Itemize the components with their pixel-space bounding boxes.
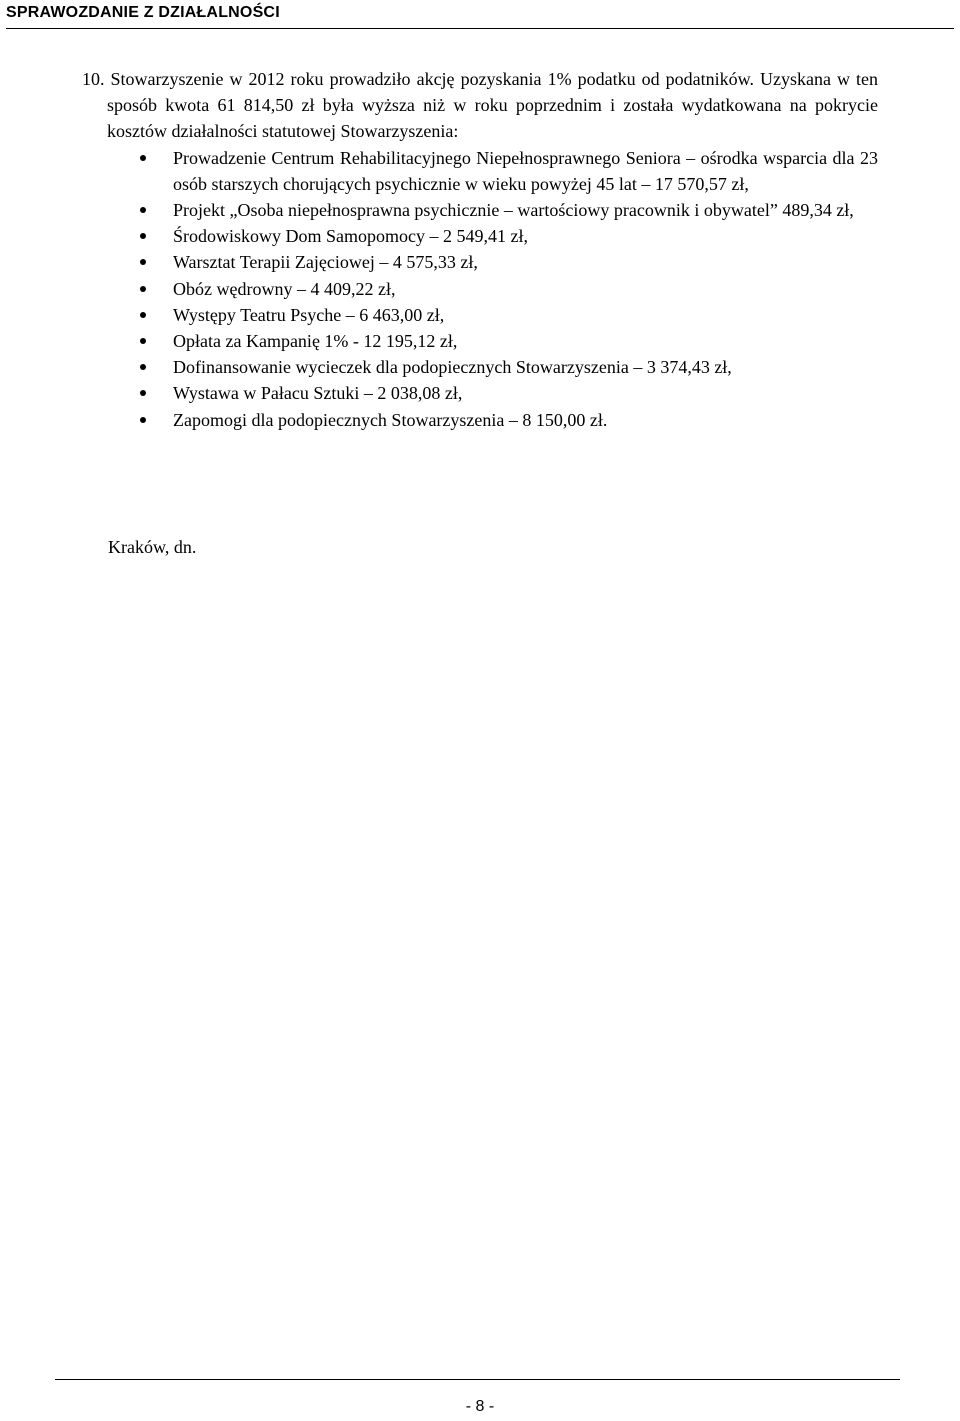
list-item-text: Warsztat Terapii Zajęciowej – 4 575,33 zł, [173, 252, 478, 273]
report-section [82, 66, 878, 433]
list-item-text: Obóz wędrowny – 4 409,22 zł, [173, 278, 396, 299]
page-header [6, 2, 954, 29]
list-item-text: Wystawa w Pałacu Sztuki – 2 038,08 zł, [173, 383, 463, 404]
header-title: SPRAWOZDANIE Z DZIAŁALNOŚCI [6, 4, 280, 21]
list-item-text: Środowiskowy Dom Samopomocy – 2 549,41 zł, [173, 226, 528, 247]
section-intro: 10. Stowarzyszenie w 2012 roku prowadziło akcję pozyskania 1% podatku od podatników. Uzyskana w ten sposób kwota 61 814,50 zł była wyższa niż w roku poprzednim i została wydatkowana na pokrycie kosztów działalności statutowej Stowarzyszenia: [82, 69, 878, 142]
list-item-text: Dofinansowanie wycieczek dla podopiecznych Stowarzyszenia – 3 374,43 zł, [173, 357, 732, 378]
bullet-icon [140, 155, 146, 161]
list-item-text: Opłata za Kampanię 1% - 12 195,12 zł, [173, 331, 458, 352]
list-item-text: Prowadzenie Centrum Rehabilitacyjnego Niepełnosprawnego Seniora – ośrodka wsparcia dla 23 osób starszych chorujących psychicznie w wieku powyżej 45 lat – 17 570,57 zł, [173, 147, 878, 194]
list-item [82, 328, 878, 354]
list-item-text: Występy Teatru Psyche – 6 463,00 zł, [173, 304, 445, 325]
expense-list [82, 145, 878, 433]
bullet-icon [140, 417, 146, 423]
list-item [82, 302, 878, 328]
bullet-icon [140, 390, 146, 396]
list-item [82, 145, 878, 197]
bullet-icon [140, 259, 146, 265]
list-item [82, 407, 878, 433]
bullet-icon [140, 364, 146, 370]
footer-divider [55, 1379, 900, 1380]
bullet-icon [140, 338, 146, 344]
list-item [82, 380, 878, 406]
list-item [82, 223, 878, 249]
bullet-icon [140, 207, 146, 213]
bullet-icon [140, 312, 146, 318]
bullet-icon [140, 286, 146, 292]
list-item [82, 354, 878, 380]
bullet-icon [140, 233, 146, 239]
list-item-text: Zapomogi dla podopiecznych Stowarzyszenia – 8 150,00 zł. [173, 409, 608, 430]
list-item [82, 197, 878, 223]
list-item [82, 276, 878, 302]
list-item [82, 249, 878, 275]
list-item-text: Projekt „Osoba niepełnosprawna psychicznie – wartościowy pracownik i obywatel” 489,34 zł, [173, 200, 854, 221]
page-number: - 8 - [465, 1398, 495, 1415]
place-date: Kraków, dn. [108, 537, 197, 557]
